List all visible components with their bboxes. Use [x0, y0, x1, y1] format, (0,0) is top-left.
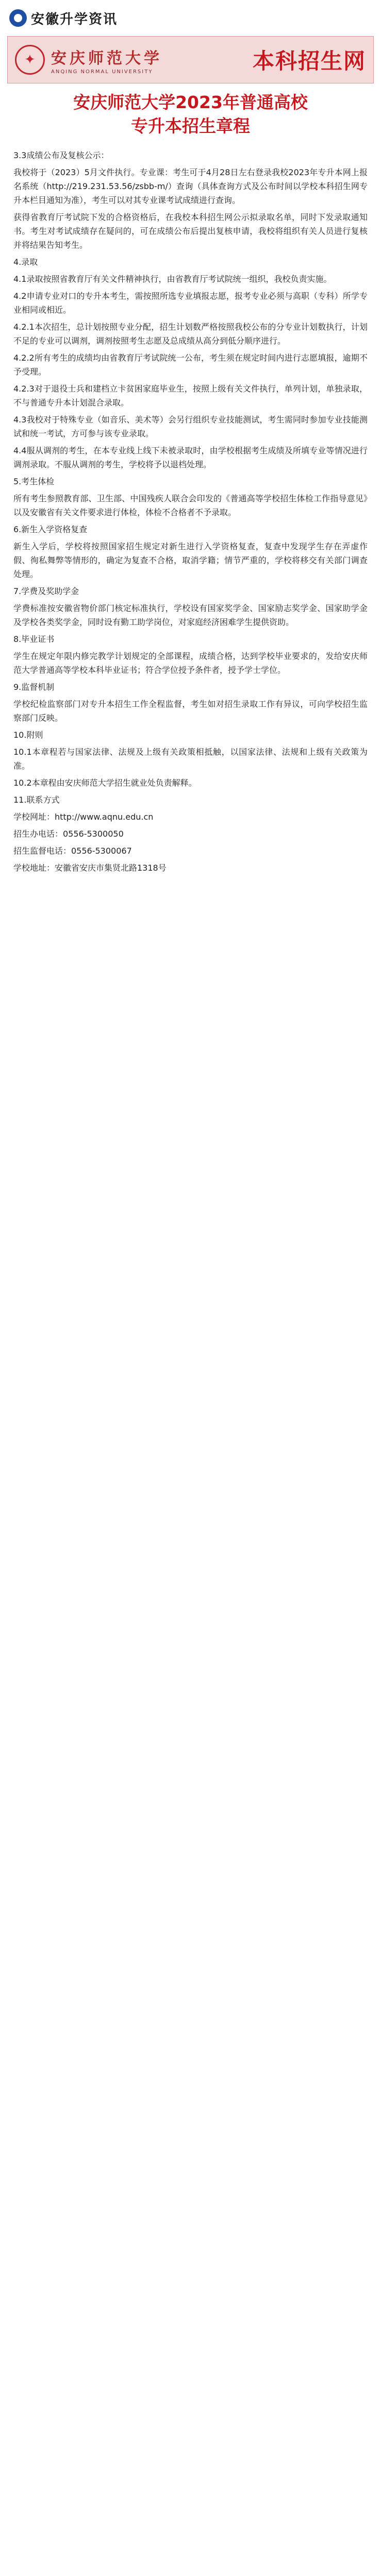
article-paragraph: 3.3成绩公布及复核公示： [13, 150, 109, 160]
article-paragraph: 招生监督电话：0556-5300067 [13, 846, 132, 856]
brand-name: 安徽升学资讯 [31, 11, 118, 27]
title-line-2: 专升本招生章程 [131, 116, 250, 136]
article-paragraph: 5.考生体检 [13, 477, 55, 486]
article-paragraph: 我校将于（2023）5月文件执行。专业课：考生可于4月28日左右登录我校2023年专升本网上报名系统（http://219.231.53.56/zsbb-m/）查询（具体查询方式及公布时间以学校本科招生网专升本栏目通知为准），考生可以对其专业课考试成绩进行查询。 [13, 167, 368, 205]
article-paragraph: 7.学费及奖助学金 [13, 586, 79, 596]
page-title [0, 91, 381, 138]
article-paragraph: 10.附则 [13, 730, 43, 740]
article-paragraph: 获得省教育厅考试院下发的合格资格后，在我校本科招生网公示拟录取名单，同时下发录取通知书。考生对考试成绩存在疑问的，可在成绩公布后提出复核申请，我校将组织有关人员进行复核并将结果告知考生。 [13, 212, 368, 250]
article-paragraph: 8.毕业证书 [13, 634, 55, 644]
article-paragraph: 新生入学后，学校将按照国家招生规定对新生进行入学资格复查，复查中发现学生存在弄虚作假、徇私舞弊等情形的，确定为复查不合格，取消学籍；情节严重的，学校将移交有关部门调查处理。 [13, 541, 368, 579]
article-paragraph: 10.1本章程若与国家法律、法规及上级有关政策相抵触，以国家法律、法规和上级有关政策为准。 [13, 747, 368, 771]
school-banner [7, 36, 374, 83]
article-paragraph: 11.联系方式 [13, 795, 60, 805]
school-name-cn: 安庆师范大学 [51, 49, 162, 67]
title-line-1: 安庆师范大学2023年普通高校 [73, 92, 308, 112]
article-paragraph: 4.2申请专业对口的专升本考生，需按照所选专业填报志愿，报考专业必须与高职（专科）所学专业相同或相近。 [13, 291, 368, 315]
article-paragraph: 学校地址：安徽省安庆市集贤北路1318号 [13, 863, 167, 873]
article-paragraph: 所有考生参照教育部、卫生部、中国残疾人联合会印发的《普通高等学校招生体检工作指导意见》以及安徽省有关文件要求进行体检，体检不合格者不予录取。 [13, 494, 368, 517]
article-paragraph: 4.2.3对于退役士兵和建档立卡贫困家庭毕业生，按照上级有关文件执行，单列计划，单独录取，不与普通专升本计划混合录取。 [13, 384, 368, 408]
article-paragraph: 6.新生入学资格复查 [13, 524, 88, 534]
brand-logo-icon [9, 9, 27, 27]
school-seal-icon: ✦ [15, 45, 45, 75]
school-name-block [51, 45, 162, 75]
article-paragraph: 学生在规定年限内修完教学计划规定的全部课程，成绩合格，达到学校毕业要求的，发给安庆师范大学普通高等学校本科毕业证书；符合学位授予条件者，授予学士学位。 [13, 651, 368, 675]
article-paragraph: 4.录取 [13, 257, 38, 267]
article-paragraph: 10.2本章程由安庆师范大学招生就业处负责解释。 [13, 778, 197, 788]
article-paragraph: 学费标准按安徽省物价部门核定标准执行，学校设有国家奖学金、国家励志奖学金、国家助学金及学校各类奖学金，同时设有勤工助学岗位，对家庭经济困难学生提供资助。 [13, 603, 368, 627]
article-paragraph: 9.监督机制 [13, 682, 55, 692]
top-header [0, 0, 381, 36]
article-paragraph: 4.2.1本次招生，总计划按照专业分配，招生计划数严格按照我校公布的分专业计划数执行，计划不足的专业可以调剂，调剂按照考生志愿及总成绩从高分到低分顺序进行。 [13, 322, 368, 346]
article-paragraph: 4.1录取按照省教育厅有关文件精神执行，由省教育厅考试院统一组织，我校负责实施。 [13, 274, 332, 284]
school-name-en: ANQING NORMAL UNIVERSITY [51, 69, 153, 75]
article-paragraph: 招生办电话：0556-5300050 [13, 829, 124, 839]
article-paragraph: 学校纪检监察部门对专升本招生工作全程监督，考生如对招生录取工作有异议，可向学校招生监察部门反映。 [13, 699, 368, 723]
article-paragraph: 4.4服从调剂的考生，在本专业线上线下未被录取时，由学校根据考生成绩及所填专业等情况进行调剂录取。不服从调剂的考生，学校将予以退档处理。 [13, 446, 368, 469]
site-name: 本科招生网 [252, 48, 366, 74]
article-paragraph: 学校网址：http://www.aqnu.edu.cn [13, 812, 154, 822]
article-paragraph: 4.3我校对于特殊专业（如音乐、美术等）会另行组织专业技能测试，考生需同时参加专业技能测试和统一考试，方可参与该专业录取。 [13, 415, 368, 438]
article-body [0, 138, 381, 875]
article-paragraph: 4.2.2所有考生的成绩均由省教育厅考试院统一公布，考生须在规定时间内进行志愿填报，逾期不予受理。 [13, 353, 368, 377]
